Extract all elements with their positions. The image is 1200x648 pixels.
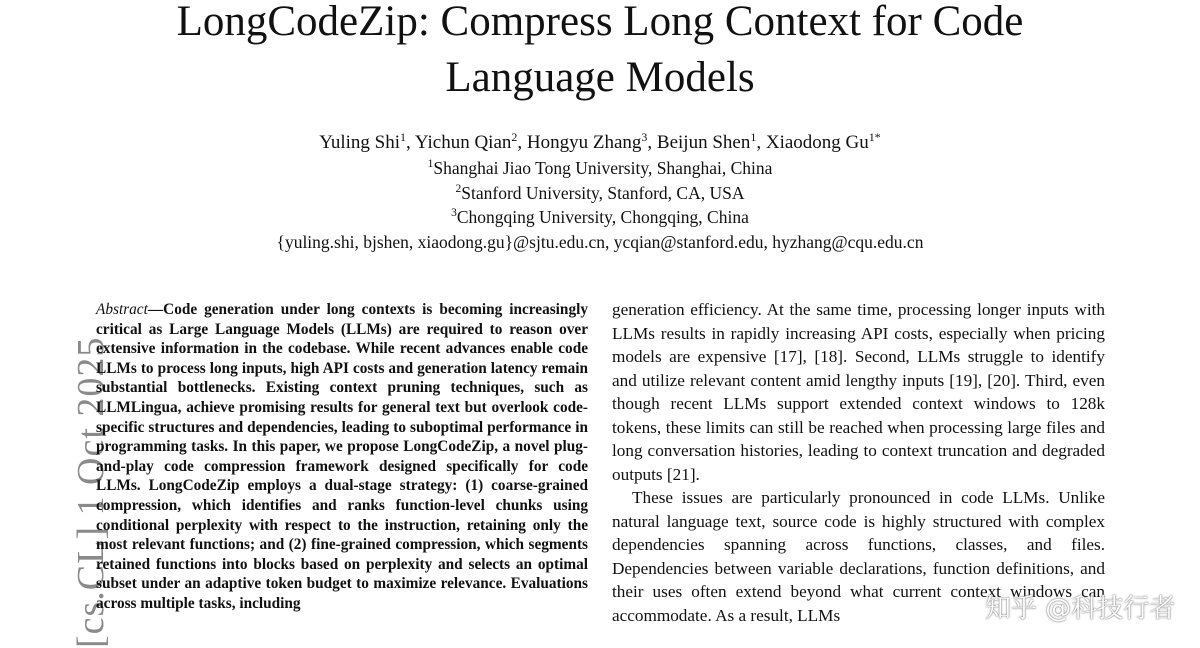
author: Hongyu Zhang$^3$ xyxy=(526,130,648,153)
arxiv-identifier xyxy=(27,336,112,648)
affiliation: $^2$Stanford University, Stanford, CA, USA xyxy=(455,183,745,203)
title-line-1: LongCodeZip: Compress Long Context for Code xyxy=(176,0,1024,45)
body-paragraph: generation efficiency. At the same time, processing longer inputs with LLMs results in rapidly increasing API costs, especially when pricing models are expensive [17], [18]. Second, LLMs struggle to identify and utilize relevant content amid lengthy inputs [19], [20]. Third, even though recent LLMs support extended context windows to 128k tokens, these limits can still be reached when processing large files and long conversation histories, leading to context truncation and degraded outputs [21]. xyxy=(612,300,1105,484)
watermark: 知乎 @科技行者 xyxy=(985,594,1176,624)
author-list: Yuling Shi$^1$, Yichun Qian$^2$, Hongyu Zhang$^3$, Beijun Shen$^1$, Xiaodong $Gu^{1*}$ xyxy=(319,130,881,153)
affiliation: $^3$Chongqing University, Chongqing, China xyxy=(451,207,749,227)
author: Xiaodong $Gu^{1*}$ xyxy=(765,130,881,153)
title-line-2: Language Models xyxy=(445,54,755,101)
affiliation: $^1$Shanghai Jiao Tong University, Shanghai, China xyxy=(427,158,773,178)
arxiv-side-text: [cs.CL] 1 Oct 2025 xyxy=(70,336,112,648)
abstract xyxy=(96,300,588,614)
author: Yuling Shi$^1$ xyxy=(319,130,407,153)
author: Yichun Qian$^2$ xyxy=(414,130,518,153)
body-paragraph: These issues are particularly pronounced in code LLMs. Unlike natural language text, source code is highly structured with complex dependencies spanning across functions, classes, and files. Dependencies between variable declarations, function definitions, and their uses often extend beyond what current context windows can accommodate. As a result, LLMs xyxy=(612,488,1105,625)
author-emails: {yuling.shi, bjshen, xiaodong.gu}@sjtu.edu.cn, ycqian@stanford.edu, hyzhang@cqu.edu.cn xyxy=(276,232,924,252)
abstract-label: Abstract xyxy=(96,301,148,318)
abstract-text: —Code generation under long contexts is becoming increasingly critical as Large Language Models (LLMs) are required to reason over extensive information in the codebase. While recent advances enable code LLMs to process long inputs, high API costs and generation latency remain substantial bottlenecks. Existing context pruning techniques, such as LLMLingua, achieve promising results for general text but overlook code-specific structures and dependencies, leading to suboptimal performance in programming tasks. In this paper, we propose LongCodeZip, a novel plug-and-play code compression framework designed specifically for code LLMs. LongCodeZip employs a dual-stage strategy: (1) coarse-grained compression, which identifies and ranks function-level chunks using conditional perplexity with respect to the instruction, retaining only the most relevant functions; and (2) fine-grained compression, which segments retained functions into blocks based on perplexity and selects an optimal subset under an adaptive token budget to maximize relevance. Evaluations across multiple tasks, including xyxy=(96,301,588,612)
paper-title xyxy=(0,0,1200,106)
author: Beijun Shen$^1$ xyxy=(656,130,757,153)
body-column xyxy=(612,298,1105,627)
